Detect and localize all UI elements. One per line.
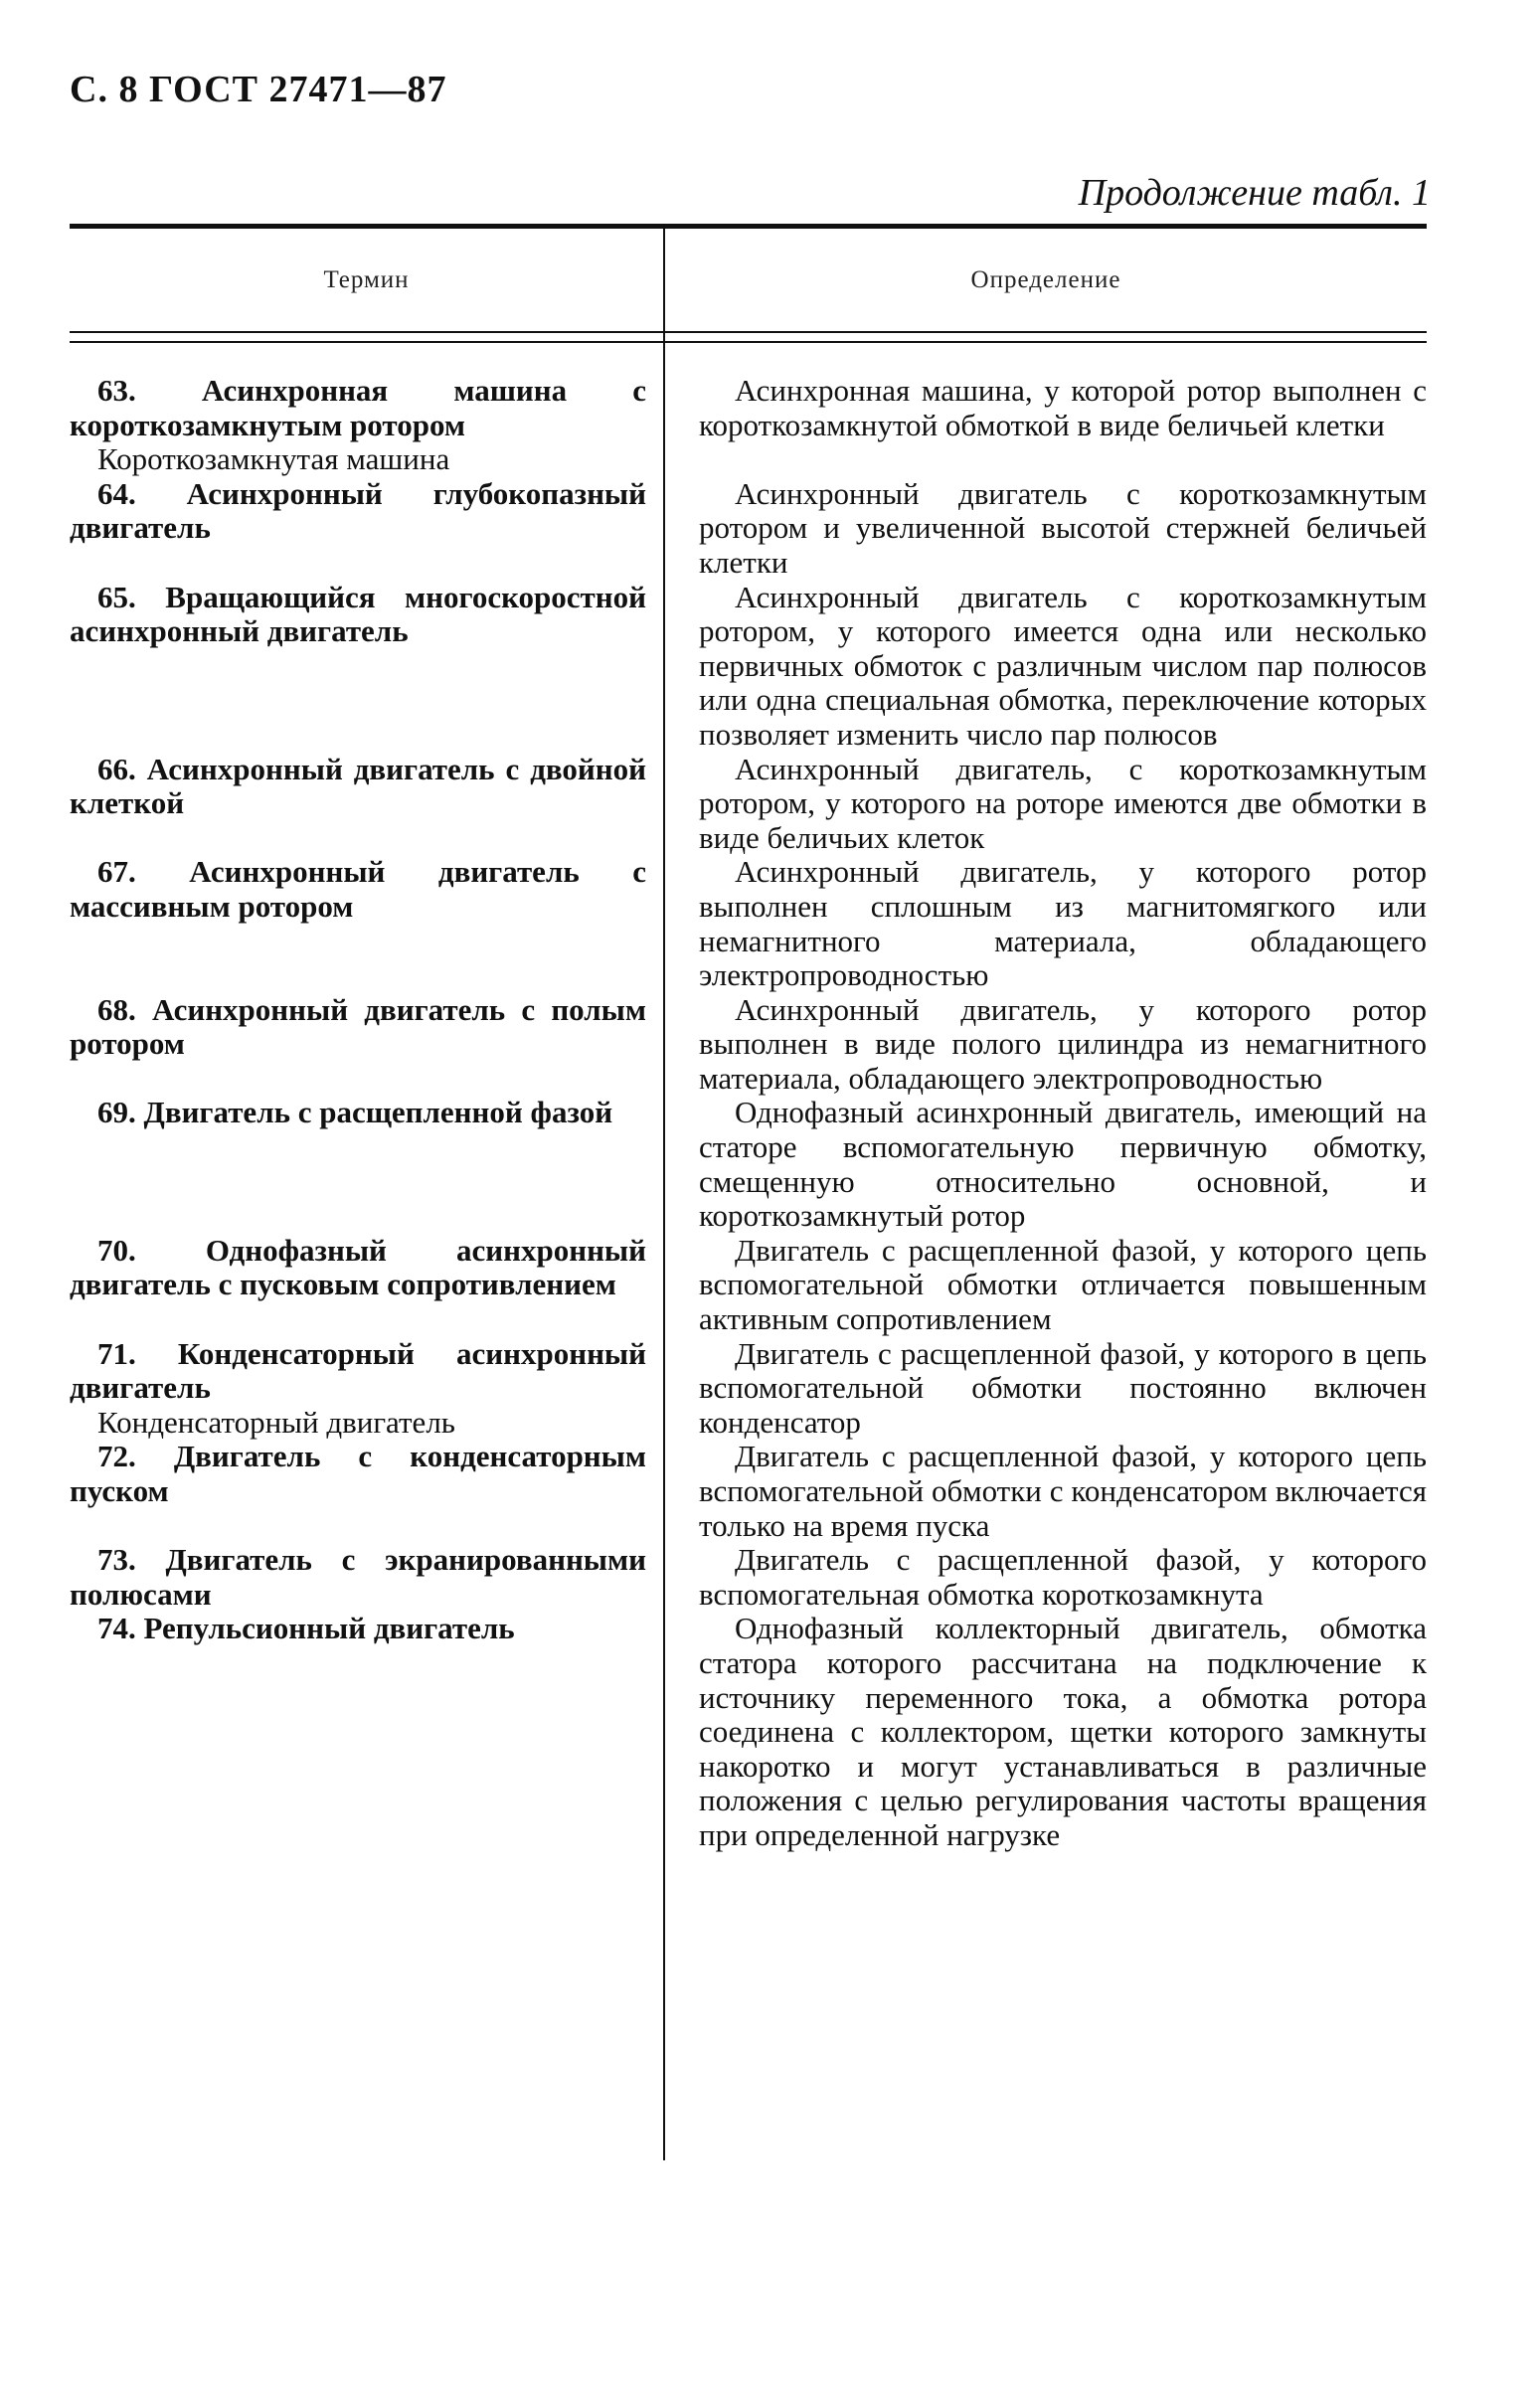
term-synonym: Конденсаторный двигатель	[97, 1404, 455, 1440]
term-cell	[70, 581, 663, 753]
definition-cell	[663, 993, 1427, 1097]
table-row	[70, 1543, 1427, 1612]
definition-text: Двигатель с расщепленной фазой, у которого цепь вспомогательной обмотки отличается повышенным активным сопротивлением	[699, 1232, 1427, 1337]
term-cell	[70, 1543, 663, 1612]
term-text: 70. Однофазный асинхронный двигатель с пусковым сопротивлением	[70, 1232, 646, 1302]
term-cell	[70, 993, 663, 1097]
term-text: 64. Асинхронный глубокопазный двигатель	[70, 475, 646, 546]
term-text: 72. Двигатель с конденсаторным пуском	[70, 1439, 646, 1508]
table-row	[70, 581, 1427, 753]
term-text: 74. Репульсионный двигатель	[97, 1611, 515, 1646]
definition-cell	[663, 374, 1427, 477]
definition-cell	[663, 1234, 1427, 1337]
term-cell	[70, 1337, 663, 1441]
definition-text: Однофазный коллекторный двигатель, обмотка статора которого рассчитана на подключение к источнику переменного тока, а обмотка ротора соединена с коллектором, щетки которого замкнуты накоротко и могут устанавливаться в различные положения с целью регулирования частоты вращения при определенной нагрузке	[699, 1611, 1427, 1852]
term-cell	[70, 855, 663, 992]
table-row	[70, 374, 1427, 477]
table-row	[70, 1440, 1427, 1543]
definition-text: Двигатель с расщепленной фазой, у которого в цепь вспомогательной обмотки постоянно включен конденсатор	[699, 1335, 1427, 1440]
header-bottom-rule-double	[70, 341, 1427, 343]
definition-text: Однофазный асинхронный двигатель, имеющий на статоре вспомогательную первичную обмотку, смещенную относительно основной, и короткозамкнутый ротор	[699, 1095, 1427, 1234]
term-cell	[70, 753, 663, 856]
table-row	[70, 1337, 1427, 1441]
terms-table	[70, 374, 1427, 1853]
term-cell	[70, 1234, 663, 1337]
definition-text: Двигатель с расщепленной фазой, у которого цепь вспомогательной обмотки с конденсатором включается только на время пуска	[699, 1439, 1427, 1543]
definition-cell	[663, 1096, 1427, 1233]
table-row	[70, 1234, 1427, 1337]
definition-cell	[663, 1543, 1427, 1612]
table-row	[70, 855, 1427, 992]
column-header-term: Термин	[323, 266, 410, 293]
term-cell	[70, 1096, 663, 1233]
term-text: 73. Двигатель с экранированными полюсами	[70, 1542, 646, 1612]
table-row	[70, 477, 1427, 581]
table-row	[70, 1612, 1427, 1852]
table-row	[70, 1096, 1427, 1233]
term-text: 65. Вращающийся многоскоростной асинхронный двигатель	[70, 579, 646, 649]
definition-text: Асинхронный двигатель, у которого ротор выполнен в виде полого цилиндра из немагнитного материала, обладающего электропроводностью	[699, 991, 1427, 1096]
table-row	[70, 753, 1427, 856]
term-cell	[70, 1440, 663, 1543]
definition-text: Асинхронный двигатель с короткозамкнутым ротором и увеличенной высотой стержней беличьей клетки	[699, 475, 1427, 580]
page-header: С. 8 ГОСТ 27471—87	[70, 69, 447, 110]
term-synonym: Короткозамкнутая машина	[97, 441, 450, 477]
term-text: 71. Конденсаторный асинхронный двигатель	[70, 1335, 646, 1406]
definition-text: Двигатель с расщепленной фазой, у которого вспомогательная обмотка короткозамкнута	[699, 1542, 1427, 1612]
term-text: 66. Асинхронный двигатель с двойной клеткой	[70, 751, 646, 821]
term-text: 63. Асинхронная машина с короткозамкнутым ротором	[70, 373, 646, 442]
term-cell	[70, 1612, 663, 1852]
term-text: 67. Асинхронный двигатель с массивным ротором	[70, 854, 646, 924]
definition-cell	[663, 581, 1427, 753]
definition-cell	[663, 1440, 1427, 1543]
definition-text: Асинхронный двигатель, у которого ротор выполнен сплошным из магнитомягкого или немагнитного материала, обладающего электропроводностью	[699, 854, 1427, 993]
definition-cell	[663, 1337, 1427, 1441]
definition-cell	[663, 1612, 1427, 1852]
term-cell	[70, 374, 663, 477]
definition-cell	[663, 753, 1427, 856]
table-continuation-label: Продолжение табл. 1	[1078, 172, 1431, 214]
term-text: 69. Двигатель с расщепленной фазой	[97, 1095, 613, 1130]
header-bottom-rule	[70, 331, 1427, 333]
definition-cell	[663, 477, 1427, 581]
term-cell	[70, 477, 663, 581]
table-top-rule	[70, 224, 1427, 229]
definition-cell	[663, 855, 1427, 992]
definition-text: Асинхронный двигатель с короткозамкнутым ротором, у которого имеется одна или несколько первичных обмоток с различным числом пар полюсов или одна специальная обмотка, переключение которых позволяет изменить число пар полюсов	[699, 579, 1427, 752]
column-header-definition: Определение	[970, 266, 1121, 293]
definition-text: Асинхронный двигатель, с короткозамкнутым ротором, у которого на роторе имеются две обмотки в виде беличьих клеток	[699, 751, 1427, 855]
term-text: 68. Асинхронный двигатель с полым ротором	[70, 991, 646, 1062]
table-row	[70, 993, 1427, 1097]
definition-text: Асинхронная машина, у которой ротор выполнен с короткозамкнутой обмоткой в виде беличьей клетки	[699, 373, 1427, 442]
